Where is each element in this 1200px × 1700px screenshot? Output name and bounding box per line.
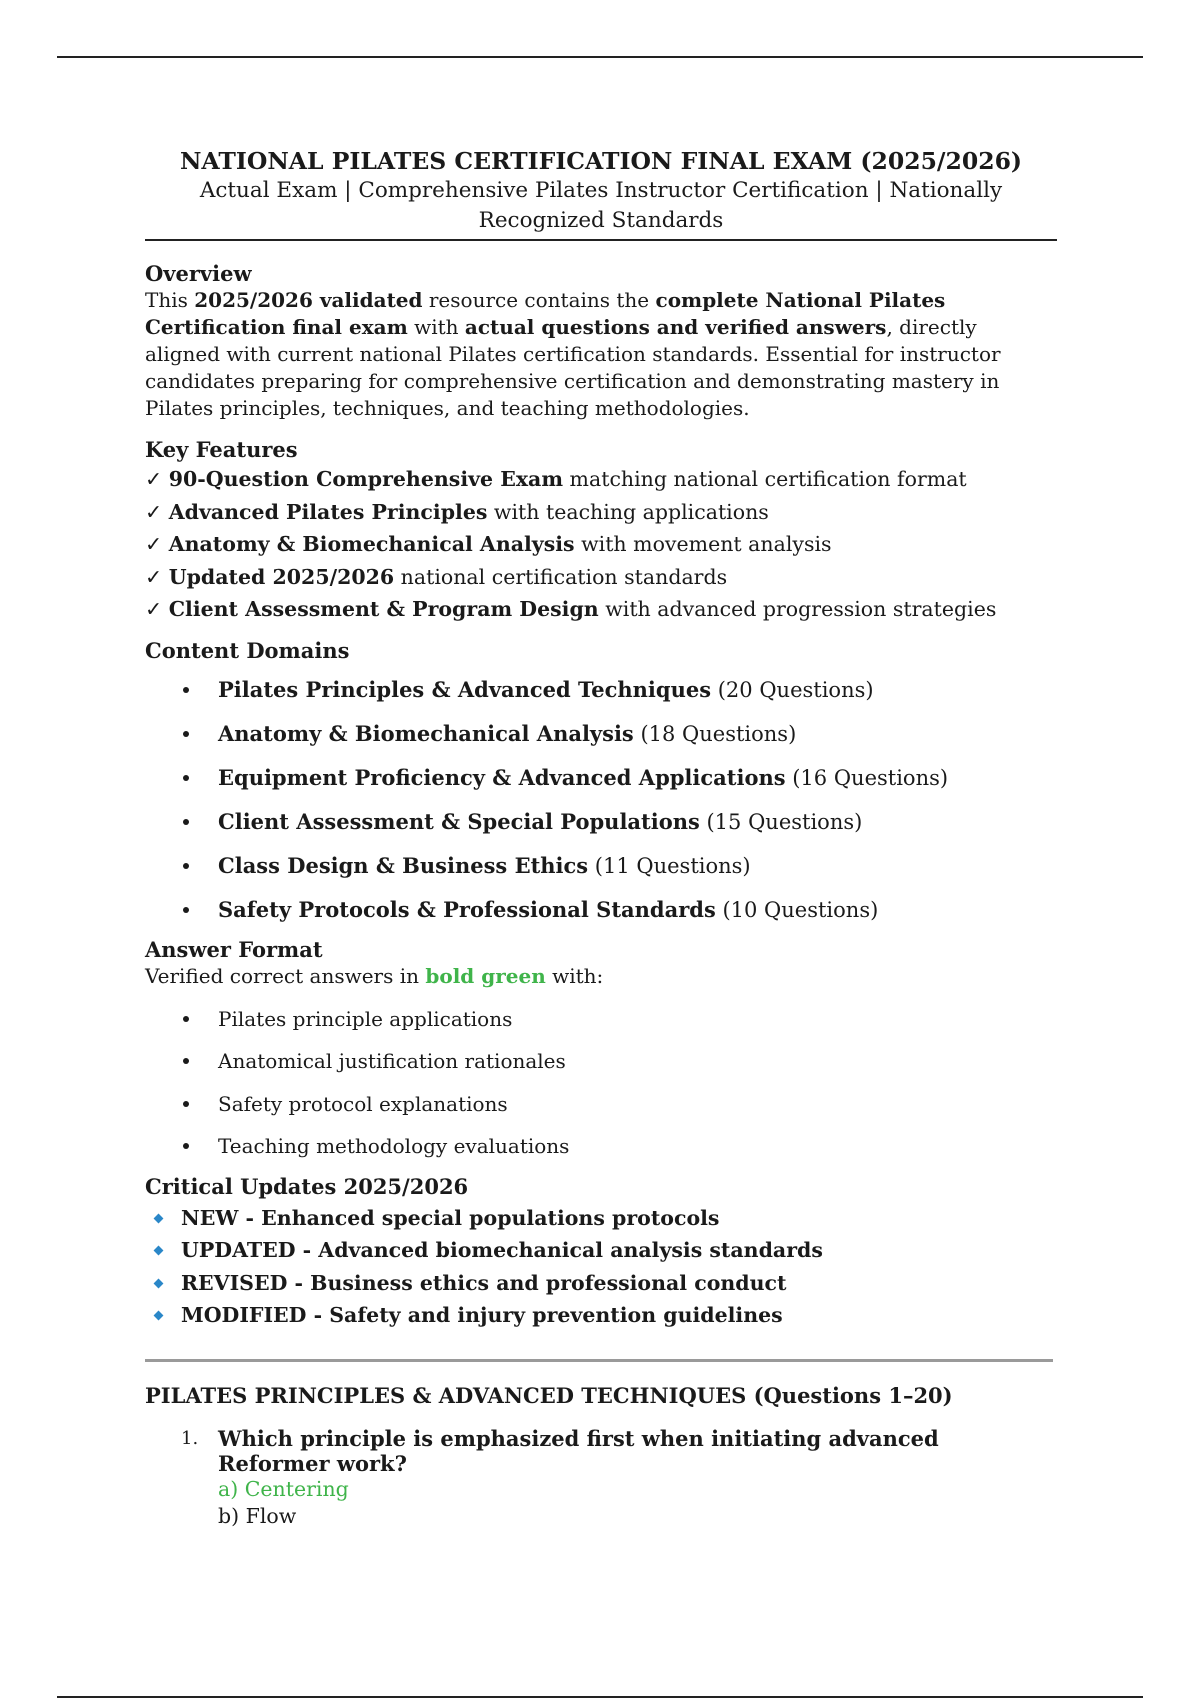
- top-rule: [57, 56, 1143, 58]
- update-item: REVISED - Business ethics and professional conduct: [145, 1267, 1057, 1300]
- answer-format-item: Safety protocol explanations: [145, 1083, 1057, 1126]
- critical-updates-heading: Critical Updates 2025/2026: [145, 1173, 469, 1199]
- domain-item: Equipment Proficiency & Advanced Applications (16 Questions): [145, 756, 1057, 800]
- overview-heading: Overview: [145, 261, 252, 286]
- check-icon: ✓: [145, 597, 163, 621]
- domain-item: Anatomy & Biomechanical Analysis (18 Questions): [145, 712, 1057, 756]
- question-number: 1.: [181, 1427, 199, 1449]
- answer-format-intro: Verified correct answers in bold green with:: [145, 963, 604, 988]
- key-features-heading: Key Features: [145, 437, 298, 462]
- overview-paragraph: This 2025/2026 validated resource contains the complete National Pilates Certification final exam with actual questions and verified answers, directly aligned with current national Pilates certification standards. Essential for instructor candidates preparing for comprehensive certification and demonstrating mastery in Pilates principles, techniques, and teaching methodologies.: [145, 288, 1001, 420]
- answer-format-heading: Answer Format: [145, 936, 323, 962]
- feature-item: ✓ Advanced Pilates Principles with teaching applications: [145, 499, 769, 524]
- critical-updates-list: [145, 1202, 1057, 1332]
- content-domains-heading: Content Domains: [145, 637, 350, 663]
- answer-format-item: Pilates principle applications: [145, 998, 1057, 1041]
- content-domains-list: [145, 668, 1057, 932]
- document-title: NATIONAL PILATES CERTIFICATION FINAL EXAM (2025/2026): [179, 147, 1023, 175]
- check-icon: ✓: [145, 499, 163, 524]
- feature-item: ✓ Updated 2025/2026 national certification standards: [145, 564, 728, 589]
- check-icon: ✓: [145, 564, 163, 589]
- update-item: NEW - Enhanced special populations protocols: [145, 1202, 1057, 1235]
- bold-green-sample: bold green: [425, 963, 546, 988]
- update-item: UPDATED - Advanced biomechanical analysis standards: [145, 1234, 1057, 1267]
- answer-format-item: Anatomical justification rationales: [145, 1040, 1057, 1083]
- question-stem: Which principle is emphasized first when initiating advanced Reformer work?: [218, 1425, 939, 1476]
- section-heading: PILATES PRINCIPLES & ADVANCED TECHNIQUES (Questions 1–20): [145, 1382, 953, 1408]
- feature-item: ✓ 90-Question Comprehensive Exam matching national certification format: [145, 467, 967, 491]
- domain-item: Safety Protocols & Professional Standards (10 Questions): [145, 888, 1057, 932]
- diamond-bullet-icon: [154, 1246, 164, 1256]
- answer-format-list: [145, 998, 1057, 1168]
- title-block: [145, 146, 1057, 241]
- domain-item: Client Assessment & Special Populations (15 Questions): [145, 800, 1057, 844]
- document-subtitle-line2: Recognized Standards: [478, 208, 724, 233]
- answer-option-correct: a) Centering: [218, 1476, 349, 1501]
- question-item: [145, 1426, 1057, 1530]
- key-features-list: [145, 463, 1057, 626]
- diamond-bullet-icon: [154, 1278, 164, 1288]
- domain-item: Pilates Principles & Advanced Techniques (20 Questions): [145, 668, 1057, 712]
- domain-item: Class Design & Business Ethics (11 Questions): [145, 844, 1057, 888]
- check-icon: ✓: [145, 532, 163, 556]
- feature-item: ✓ Client Assessment & Program Design with advanced progression strategies: [145, 597, 997, 621]
- check-icon: ✓: [145, 467, 163, 491]
- bottom-rule: [57, 1696, 1143, 1698]
- document-subtitle-line1: Actual Exam | Comprehensive Pilates Instructor Certification | Nationally: [199, 178, 1003, 203]
- section-divider: [145, 1359, 1053, 1362]
- diamond-bullet-icon: [154, 1311, 164, 1321]
- answer-option: b) Flow: [218, 1503, 297, 1528]
- feature-item: ✓ Anatomy & Biomechanical Analysis with movement analysis: [145, 532, 832, 556]
- diamond-bullet-icon: [154, 1213, 164, 1223]
- answer-format-item: Teaching methodology evaluations: [145, 1125, 1057, 1168]
- document-page: [145, 146, 1057, 1530]
- update-item: MODIFIED - Safety and injury prevention guidelines: [145, 1299, 1057, 1332]
